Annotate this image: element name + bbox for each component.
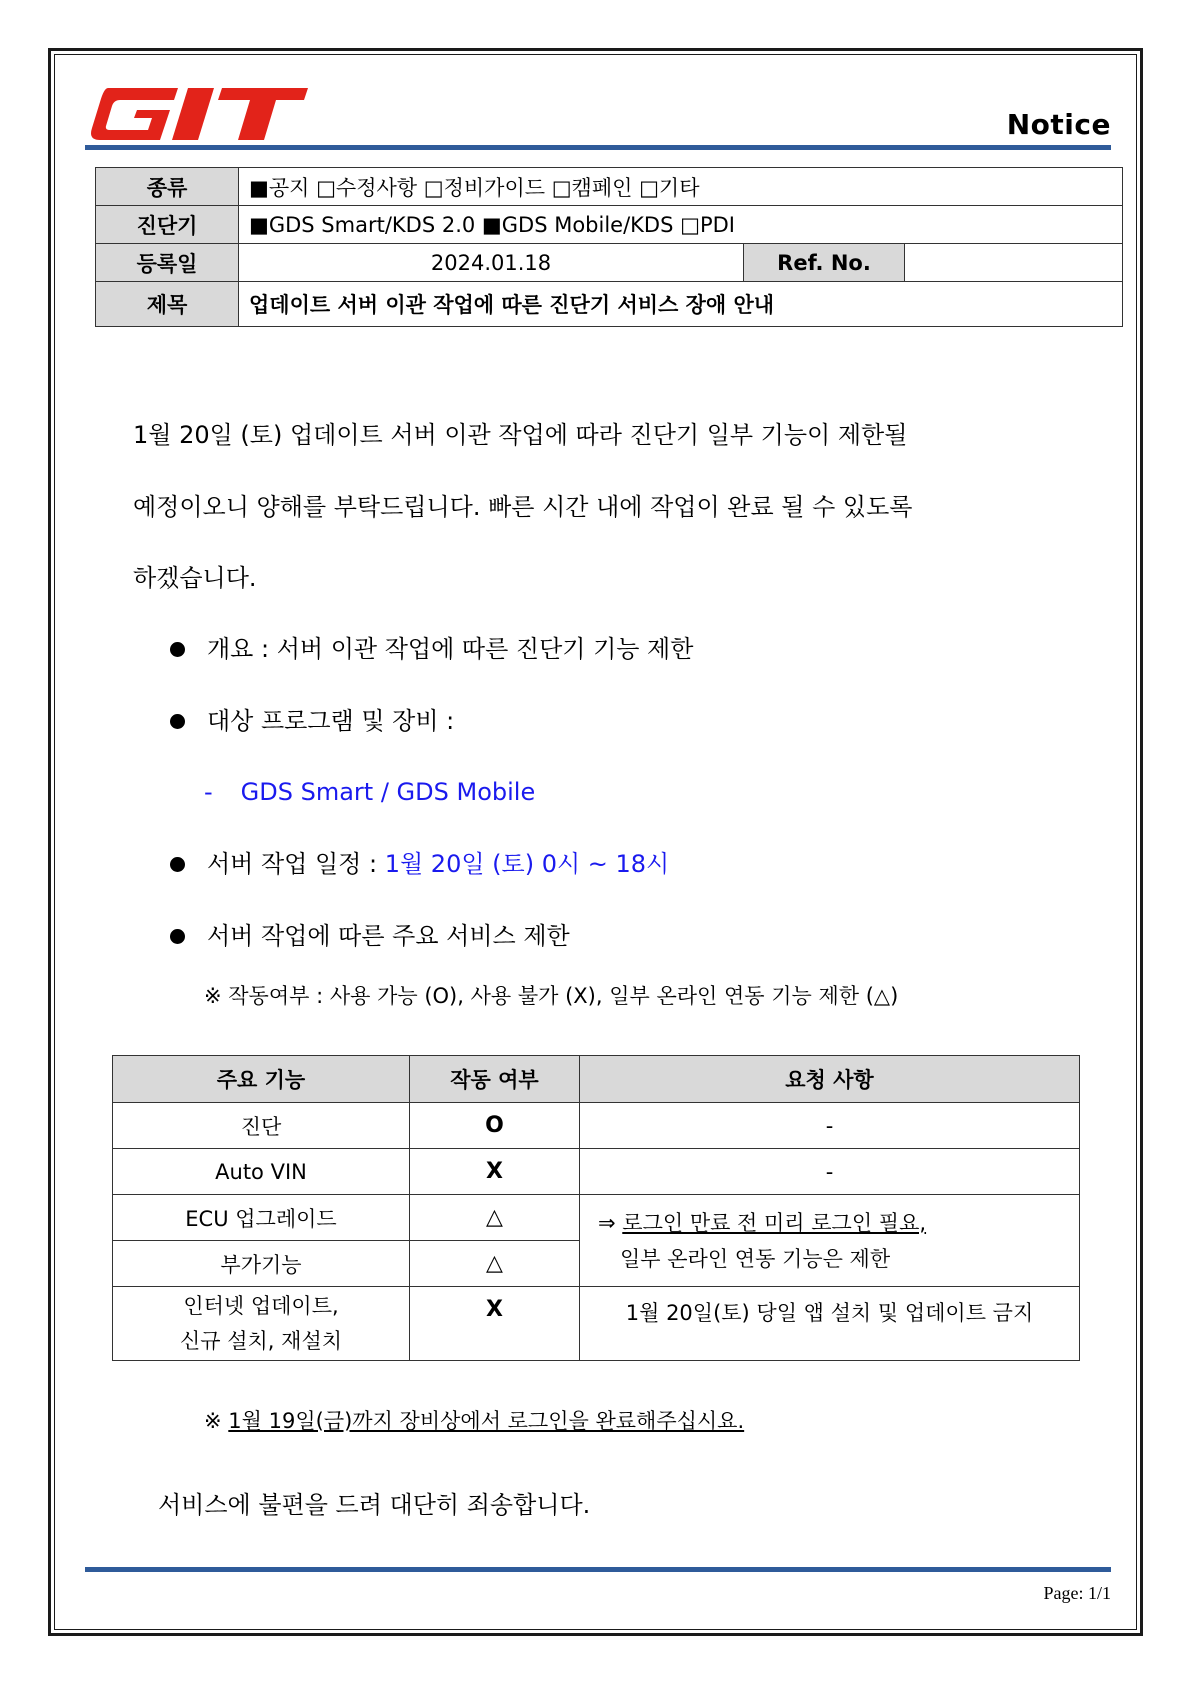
bullet-restrictions-text: 서버 작업에 따른 주요 서비스 제한 xyxy=(207,922,570,950)
type-value: ■공지 □수정사항 □정비가이드 □캠페인 □기타 xyxy=(239,168,1123,206)
bullet-target xyxy=(170,706,454,736)
footer-rule xyxy=(85,1567,1111,1572)
status-cell: X xyxy=(410,1149,580,1195)
git-logo xyxy=(90,84,308,142)
device-label: 진단기 xyxy=(96,206,239,244)
device-value: ■GDS Smart/KDS 2.0 ■GDS Mobile/KDS □PDI xyxy=(239,206,1123,244)
table-row xyxy=(113,1287,1080,1361)
service-restriction-table xyxy=(112,1055,1080,1361)
type-label: 종류 xyxy=(96,168,239,206)
intro-line-2: 예정이오니 양해를 부탁드립니다. 빠른 시간 내에 작업이 완료 될 수 있도록 xyxy=(133,493,913,521)
ref-label: Ref. No. xyxy=(744,244,905,282)
bullet-icon xyxy=(170,714,185,729)
status-legend-note: ※ 작동여부 : 사용 가능 (O), 사용 불가 (X), 일부 온라인 연동 기능 제한 (△) xyxy=(204,984,899,1008)
intro-line-1: 1월 20일 (토) 업데이트 서버 이관 작업에 따라 진단기 일부 기능이 제한될 xyxy=(133,421,908,449)
target-value: GDS Smart / GDS Mobile xyxy=(240,778,536,806)
ref-value xyxy=(905,244,1123,282)
table-row xyxy=(113,1195,1080,1241)
device-row xyxy=(96,206,1123,244)
bullet-target-text: 대상 프로그램 및 장비 : xyxy=(207,707,455,735)
col-header-feature: 주요 기능 xyxy=(113,1056,410,1103)
request-cell: - xyxy=(580,1103,1080,1149)
bullet-schedule xyxy=(170,849,669,879)
login-deadline-text: 1월 19일(금)까지 장비상에서 로그인을 완료해주십시요. xyxy=(228,1409,745,1433)
col-header-request: 요청 사항 xyxy=(580,1056,1080,1103)
target-dash: - xyxy=(204,778,213,806)
type-row xyxy=(96,168,1123,206)
date-row xyxy=(96,244,1123,282)
status-cell: △ xyxy=(410,1241,580,1287)
title-row xyxy=(96,282,1123,327)
notice-label: Notice xyxy=(1006,108,1111,141)
feature-cell: Auto VIN xyxy=(113,1149,410,1195)
feature-cell: ECU 업그레이드 xyxy=(113,1195,410,1241)
status-cell: O xyxy=(410,1103,580,1149)
target-devices xyxy=(204,777,535,807)
feature-line-2: 신규 설치, 재설치 xyxy=(179,1328,343,1353)
bullet-overview xyxy=(170,634,693,664)
feature-cell: 부가기능 xyxy=(113,1241,410,1287)
table-row xyxy=(113,1149,1080,1195)
notice-info-table xyxy=(95,167,1123,327)
arrow-icon: ⇒ xyxy=(598,1210,623,1235)
request-line-1: 로그인 만료 전 미리 로그인 필요, xyxy=(622,1210,927,1235)
apology-text: 서비스에 불편을 드려 대단히 죄송합니다. xyxy=(158,1491,591,1519)
table-header-row xyxy=(113,1056,1080,1103)
request-cell: - xyxy=(580,1149,1080,1195)
request-line-2: 일부 온라인 연동 기능은 제한 xyxy=(620,1246,891,1271)
bullet-overview-text: 개요 : 서버 이관 작업에 따른 진단기 기능 제한 xyxy=(207,635,694,663)
page-number: Page: 1/1 xyxy=(1043,1583,1111,1603)
table-row xyxy=(113,1103,1080,1149)
status-cell: △ xyxy=(410,1195,580,1241)
bullet-restrictions xyxy=(170,921,570,951)
request-cell-merged xyxy=(580,1195,1080,1287)
date-value: 2024.01.18 xyxy=(239,244,744,282)
header-rule xyxy=(85,145,1111,150)
bullet-icon xyxy=(170,642,185,657)
request-cell: 1월 20일(토) 당일 앱 설치 및 업데이트 금지 xyxy=(580,1287,1080,1361)
status-cell: X xyxy=(410,1287,580,1361)
bullet-icon xyxy=(170,857,185,872)
schedule-label: 서버 작업 일정 : xyxy=(207,850,385,878)
feature-cell: 진단 xyxy=(113,1103,410,1149)
login-deadline-note xyxy=(204,1405,744,1435)
col-header-status: 작동 여부 xyxy=(410,1056,580,1103)
feature-cell xyxy=(113,1287,410,1361)
feature-line-1: 인터넷 업데이트, xyxy=(183,1293,339,1318)
schedule-value: 1월 20일 (토) 0시 ~ 18시 xyxy=(384,850,670,878)
note-mark: ※ xyxy=(204,1409,222,1433)
notice-title: 업데이트 서버 이관 작업에 따른 진단기 서비스 장애 안내 xyxy=(239,282,1123,327)
date-label: 등록일 xyxy=(96,244,239,282)
title-label: 제목 xyxy=(96,282,239,327)
intro-line-3: 하겠습니다. xyxy=(133,564,257,592)
bullet-icon xyxy=(170,929,185,944)
